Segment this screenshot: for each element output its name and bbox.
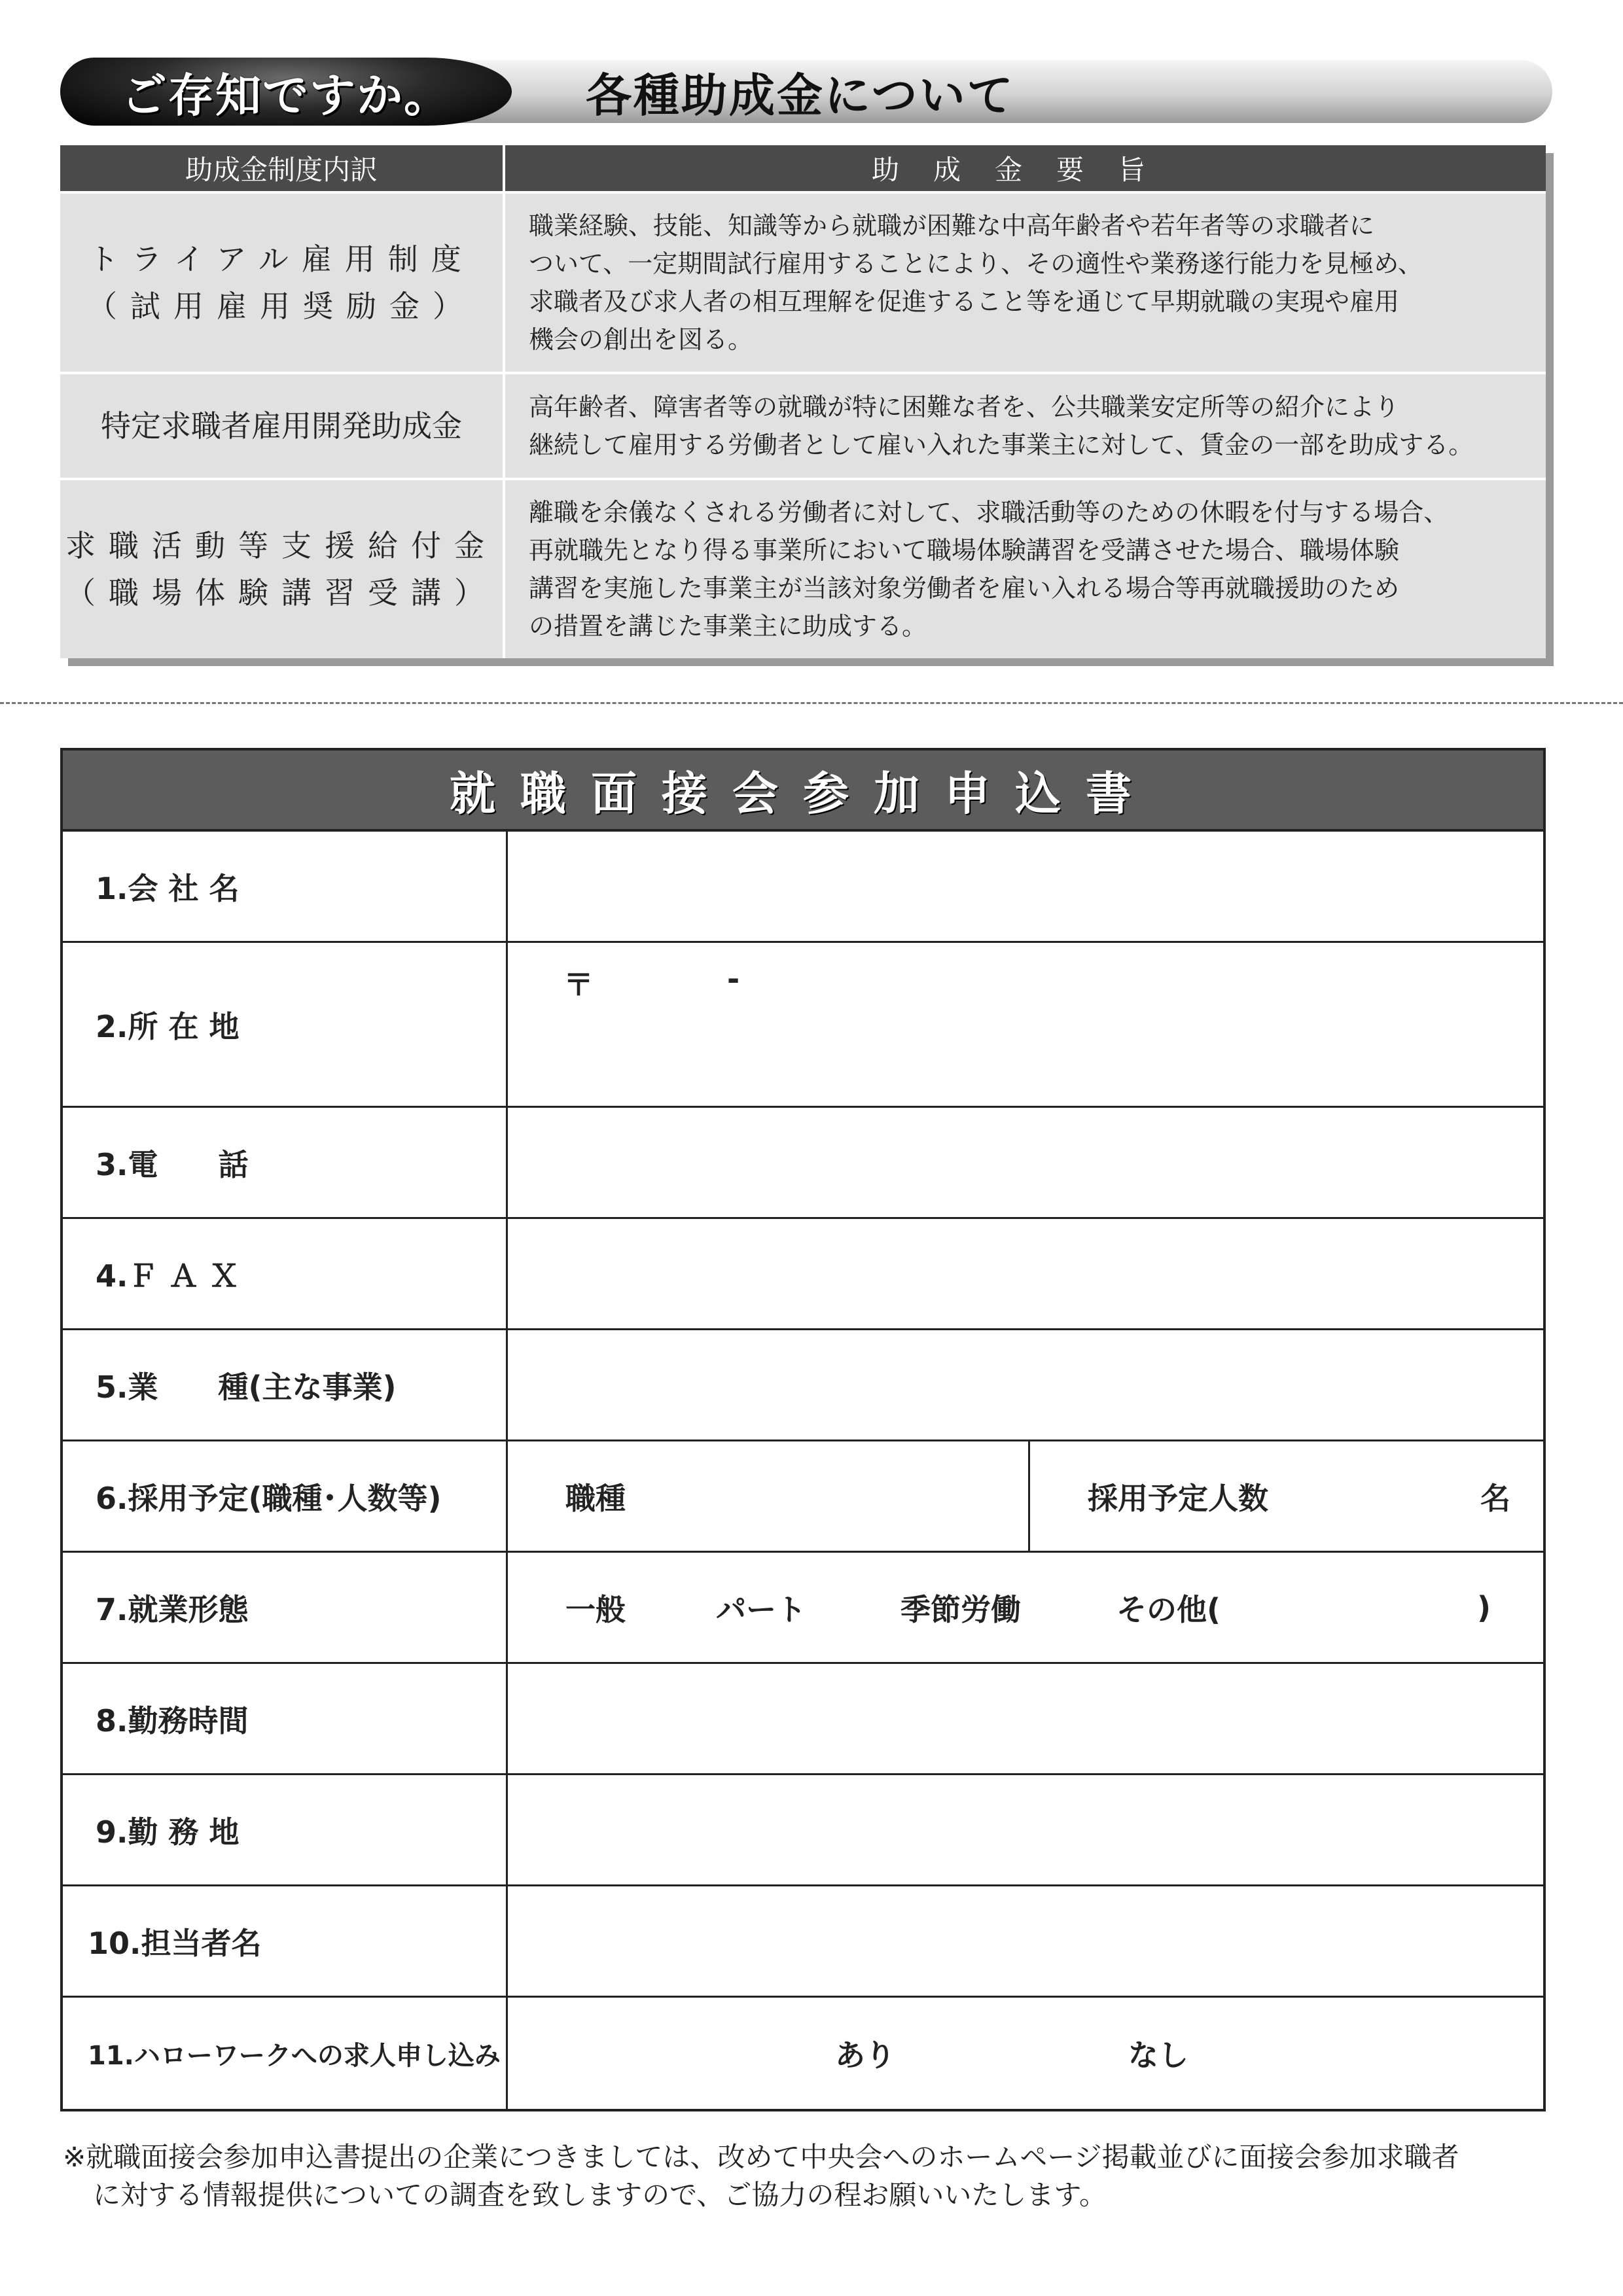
fax-field[interactable] — [508, 1219, 1543, 1328]
form-row-phone — [63, 1108, 1543, 1219]
hiring-field — [508, 1441, 1543, 1551]
option-no[interactable]: なし — [1128, 2038, 1188, 2073]
subsidy-desc — [504, 373, 1546, 479]
option-general[interactable]: 一般 — [565, 1591, 626, 1627]
subsidy-desc-line: 再就職先となり得る事業所において職場体験講習を受講させた場合、職場体験 — [529, 536, 1400, 565]
address-label: 2.所 在 地 — [63, 943, 508, 1106]
workplace-field[interactable] — [508, 1775, 1543, 1884]
application-form — [60, 748, 1546, 2111]
subsidy-desc — [504, 479, 1546, 658]
option-seasonal[interactable]: 季節労働 — [901, 1591, 1021, 1627]
banner-title: 各種助成金について — [586, 68, 1015, 122]
employment-label: 7.就業形態 — [63, 1553, 508, 1662]
hellowork-label: 11.ハローワークへの求人申し込み — [63, 1998, 508, 2109]
phone-field[interactable] — [508, 1108, 1543, 1217]
cut-line-divider — [0, 702, 1623, 704]
subsidy-row — [60, 479, 1546, 658]
subsidy-desc-line: の措置を講じた事業主に助成する。 — [529, 612, 927, 641]
industry-label: 5.業 種(主な事業) — [63, 1330, 508, 1439]
form-row-hiring — [63, 1441, 1543, 1553]
form-title: 就職面接会参加申込書 — [450, 766, 1156, 821]
subsidy-header-row — [60, 145, 1546, 192]
form-row-company — [63, 832, 1543, 943]
subsidy-name — [60, 479, 504, 658]
subsidy-desc-line: 職業経験、技能、知識等から就職が困難な中高年齢者や若年者等の求職者に — [529, 211, 1375, 240]
subsidy-name-line: 特定求職者雇用開発助成金 — [101, 408, 462, 444]
hours-field[interactable] — [508, 1664, 1543, 1773]
subsidy-desc — [504, 192, 1546, 373]
company-label: 1.会 社 名 — [63, 832, 508, 941]
planned-count-field[interactable] — [1030, 1441, 1543, 1551]
form-row-hours — [63, 1664, 1543, 1775]
count-unit: 名 — [1480, 1480, 1510, 1516]
option-other[interactable]: その他( — [1116, 1591, 1221, 1627]
subsidy-row — [60, 192, 1546, 373]
option-yes[interactable]: あり — [835, 2038, 895, 2073]
subsidy-desc-line: ついて、一定期間試行雇用することにより、その適性や業務遂行能力を見極め、 — [529, 249, 1423, 278]
postal-dash: - — [727, 961, 740, 997]
form-row-address — [63, 943, 1543, 1108]
fax-label: 4.Ｆ Ａ Ｘ — [63, 1219, 508, 1328]
subsidy-name — [60, 192, 504, 373]
company-field[interactable] — [508, 832, 1543, 941]
option-other-close: ) — [1476, 1589, 1491, 1625]
workplace-label: 9.勤 務 地 — [63, 1775, 508, 1884]
subsidy-desc-line: 講習を実施した事業主が当該対象労働者を雇い入れる場合等再就職援助のため — [529, 574, 1400, 603]
contact-label: 10.担当者名 — [63, 1886, 508, 1996]
subsidy-name-line: トライアル雇用制度 — [88, 241, 474, 277]
banner-pill — [60, 58, 512, 126]
job-type-label: 職種 — [565, 1480, 626, 1516]
subsidy-name — [60, 373, 504, 479]
hours-label: 8.勤務時間 — [63, 1664, 508, 1773]
postal-mark: 〒 — [563, 967, 594, 1002]
subsidy-header-summary: 助成金要旨 — [504, 145, 1546, 192]
subsidy-desc-line: 離職を余儀なくされる労働者に対して、求職活動等のための休暇を付与する場合、 — [529, 498, 1449, 527]
hellowork-options — [508, 1998, 1543, 2109]
form-row-workplace — [63, 1775, 1543, 1886]
form-row-industry — [63, 1330, 1543, 1441]
form-header — [63, 751, 1543, 832]
form-row-hellowork — [63, 1998, 1543, 2109]
hiring-label: 6.採用予定(職種･人数等) — [63, 1441, 508, 1551]
subsidy-name-line: （職場体験講習受講） — [65, 575, 497, 610]
subsidy-table — [60, 145, 1546, 658]
subsidy-desc-line: 求職者及び求人者の相互理解を促進すること等を通じて早期就職の実現や雇用 — [529, 287, 1400, 316]
address-field[interactable] — [508, 943, 1543, 1106]
subsidy-name-line: （試用雇用奨励金） — [87, 289, 476, 324]
banner-pill-text: ご存知ですか。 — [121, 68, 451, 122]
employment-options — [508, 1553, 1543, 1662]
footnote — [63, 2138, 1568, 2214]
subsidy-name-line: 求職活動等支援給付金 — [65, 528, 497, 563]
form-row-employment — [63, 1553, 1543, 1664]
subsidy-desc-line: 高年齢者、障害者等の就職が特に困難な者を、公共職業安定所等の紹介により — [529, 393, 1400, 421]
contact-field[interactable] — [508, 1886, 1543, 1996]
subsidy-desc-line: 機会の創出を図る。 — [529, 325, 753, 354]
job-type-field[interactable] — [508, 1441, 1030, 1551]
subsidy-row — [60, 373, 1546, 479]
planned-count-label: 採用予定人数 — [1088, 1480, 1268, 1516]
industry-field[interactable] — [508, 1330, 1543, 1439]
phone-label: 3.電 話 — [63, 1108, 508, 1217]
subsidy-desc-line: 継続して雇用する労働者として雇い入れた事業主に対して、賃金の一部を助成する。 — [529, 431, 1474, 459]
form-row-fax — [63, 1219, 1543, 1330]
subsidy-header-program: 助成金制度内訳 — [60, 145, 504, 192]
form-row-contact — [63, 1886, 1543, 1998]
option-part-time[interactable]: パート — [716, 1591, 806, 1627]
footnote-line: に対する情報提供についての調査を致しますので、ご協力の程お願いいたします。 — [93, 2179, 1107, 2211]
footnote-line: ※就職面接会参加申込書提出の企業につきましては、改めて中央会へのホームページ掲載並びに面接会参加求職者 — [63, 2141, 1459, 2173]
